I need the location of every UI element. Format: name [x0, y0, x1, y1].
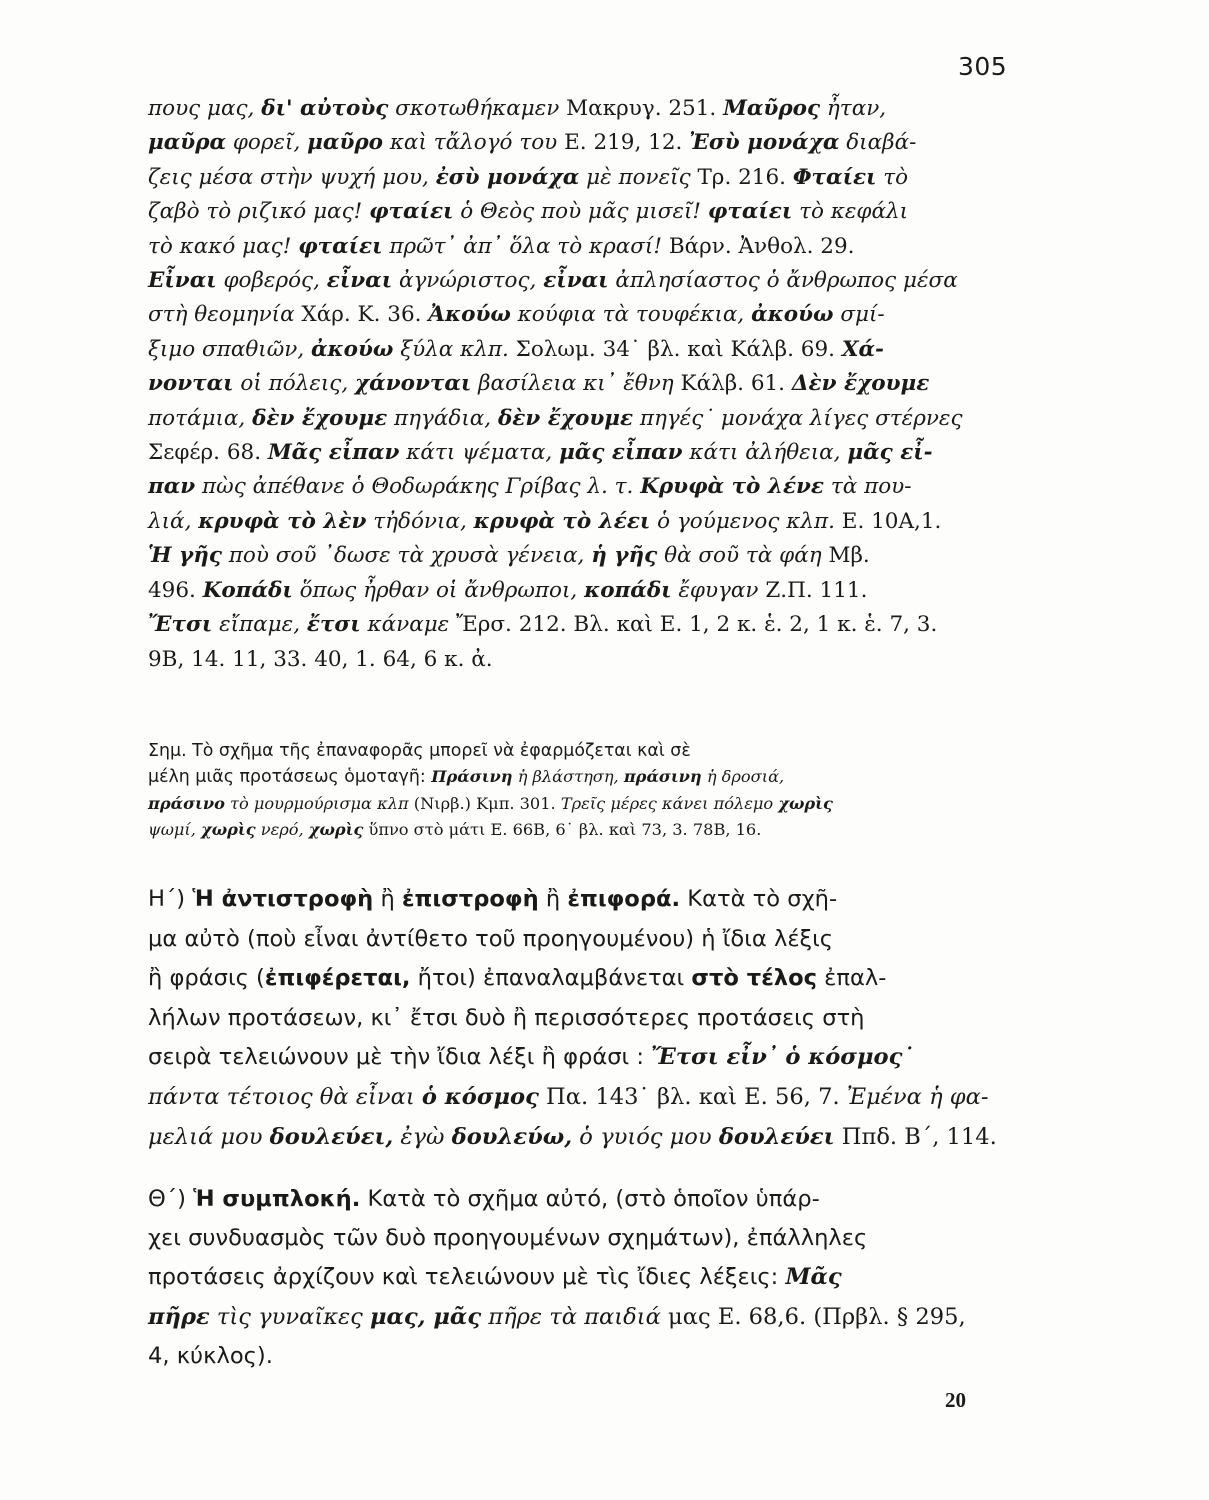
text-line: ξιμο σπαθιῶν, ἀκούω ξύλα κλπ. Σολωμ. 34˙ βλ. καὶ Κάλβ. 69. Χά-: [148, 336, 884, 362]
note-line: μέλη μιᾶς προτάσεως ὁμοταγῆ: Πράσινη ἡ βλάστηση, πράσινη ἡ δροσιά,: [148, 767, 785, 788]
section-heading-line: Η΄) Ἡ ἀντιστροφὴ ἢ ἐπιστροφὴ ἢ ἐπιφορά. Κατὰ τὸ σχῆ-: [148, 886, 838, 912]
text-line: μελιά μου δουλεύει, ἐγὼ δουλεύω, ὁ γυιός μου δουλεύει Ππδ. Β΄, 114.: [148, 1123, 997, 1150]
text-line: 496. Κοπάδι ὅπως ἦρθαν οἱ ἄνθρωποι, κοπάδι ἔφυγαν Ζ.Π. 111.: [148, 577, 868, 603]
note-block: [148, 738, 1008, 843]
text-line: στὴ θεομηνία Χάρ. Κ. 36. Ἀκούω κούφια τὰ τουφέκια, ἀκούω σμί-: [148, 302, 885, 328]
text-line: μαῦρα φορεῖ, μαῦρο καὶ τἄλογό του Ε. 219, 12. Ἐσὺ μονάχα διαβά-: [148, 130, 917, 156]
text-line: μα αὐτὸ (ποὺ εἶναι ἀντίθετο τοῦ προηγουμένου) ἡ ἴδια λέξις: [148, 925, 834, 952]
section-th-paragraph: [148, 1180, 1008, 1376]
note-line: Σημ. Τὸ σχῆμα τῆς ἐπαναφορᾶς μπορεῖ νὰ ἐφαρμόζεται καὶ σὲ: [148, 741, 691, 761]
text-line: ζεις μέσα στὴν ψυχή μου, ἐσὺ μονάχα μὲ πονεῖς Τρ. 216. Φταίει τὸ: [148, 164, 909, 190]
text-line: Σεφέρ. 68. Μᾶς εἶπαν κάτι ψέματα, μᾶς εἶπαν κάτι ἀλήθεια, μᾶς εἶ-: [148, 440, 933, 466]
text-line: πῆρε τὶς γυναῖκες μας, μᾶς πῆρε τὰ παιδιά μας Ε. 68,6. (Πρβλ. § 295,: [148, 1303, 966, 1330]
text-line: χει συνδυασμὸς τῶν δυὸ προηγουμένων σχημάτων), ἐπάλληλες: [148, 1225, 868, 1252]
text-line: Ἡ γῆς ποὺ σοῦ ᾽δωσε τὰ χρυσὰ γένεια, ἡ γῆς θὰ σοῦ τὰ φάη Μβ.: [148, 543, 870, 569]
page-number-top: 305: [958, 52, 1008, 81]
section-h-paragraph: [148, 880, 1008, 1157]
text-line: 4, κύκλος).: [148, 1342, 273, 1369]
text-line: ποτάμια, δὲν ἔχουμε πηγάδια, δὲν ἔχουμε πηγές˙ μονάχα λίγες στέρνες: [148, 405, 963, 431]
note-line: πράσινο τὸ μουρμούρισμα κλπ (Νιρβ.) Κμπ. 301. Τρεῖς μέρες κάνει πόλεμο χωρὶς: [148, 793, 833, 813]
text-line: Εἶναι φοβερός, εἶναι ἀγνώριστος, εἶναι ἀπλησίαστος ὁ ἄνθρωπος μέσα: [148, 268, 958, 294]
text-line: ζαβὸ τὸ ριζικό μας! φταίει ὁ Θεὸς ποὺ μᾶς μισεῖ! φταίει τὸ κεφάλι: [148, 199, 909, 225]
text-line: λήλων προτάσεων, κι᾽ ἔτσι δυὸ ἢ περισσότερες προτάσεις στὴ: [148, 1004, 865, 1031]
examples-paragraph: [148, 92, 1008, 677]
text-line: νονται οἱ πόλεις, χάνονται βασίλεια κι᾽ ἔθνη Κάλβ. 61. Δὲν ἔχουμε: [148, 371, 930, 397]
text-line: ἢ φράσις (ἐπιφέρεται, ἤτοι) ἐπαναλαμβάνεται στὸ τέλος ἐπαλ-: [148, 965, 887, 992]
text-line: λιά, κρυφὰ τὸ λὲν τἠδόνια, κρυφὰ τὸ λέει ὁ γούμενος κλπ. Ε. 10Α,1.: [148, 508, 942, 534]
note-line: ψωμί, χωρὶς νερό, χωρὶς ὕπνο στὸ μάτι Ε. 66Β, 6˙ βλ. καὶ 73, 3. 78Β, 16.: [148, 819, 762, 839]
text-line: Ἔτσι εἴπαμε, ἔτσι κάναμε Ἔρσ. 212. Βλ. καὶ Ε. 1, 2 κ. ἑ. 2, 1 κ. ἑ. 7, 3.: [148, 612, 938, 638]
text-line: πους μας, δι' αὐτοὺς σκοτωθήκαμεν Μακρυγ. 251. Μαῦρος ἦταν,: [148, 96, 887, 121]
text-line: τὸ κακό μας! φταίει πρῶτ᾽ ἀπ᾽ ὅλα τὸ κρασί! Βάρν. Ἀνθολ. 29.: [148, 233, 855, 259]
section-heading-line: Θ΄) Ἡ συμπλοκή. Κατὰ τὸ σχῆμα αὐτό, (στὸ ὁποῖον ὑπάρ-: [148, 1186, 820, 1212]
text-line: παν πὼς ἀπέθανε ὁ Θοδωράκης Γρίβας λ. τ. Κρυφὰ τὸ λένε τὰ που-: [148, 474, 912, 500]
text-line: 9Β, 14. 11, 33. 40, 1. 64, 6 κ. ἀ.: [148, 646, 493, 672]
text-line: προτάσεις ἀρχίζουν καὶ τελειώνουν μὲ τὶς ἴδιες λέξεις: Μᾶς: [148, 1264, 842, 1291]
text-line: πάντα τέτοιος θὰ εἶναι ὁ κόσμος Πα. 143˙ βλ. καὶ Ε. 56, 7. Ἐμένα ἡ φα-: [148, 1083, 989, 1110]
text-line: σειρὰ τελειώνουν μὲ τὴν ἴδια λέξι ἢ φράσι : Ἔτσι εἶν᾽ ὁ κόσμος˙: [148, 1044, 914, 1071]
page-number-bottom: 20: [945, 1388, 966, 1412]
